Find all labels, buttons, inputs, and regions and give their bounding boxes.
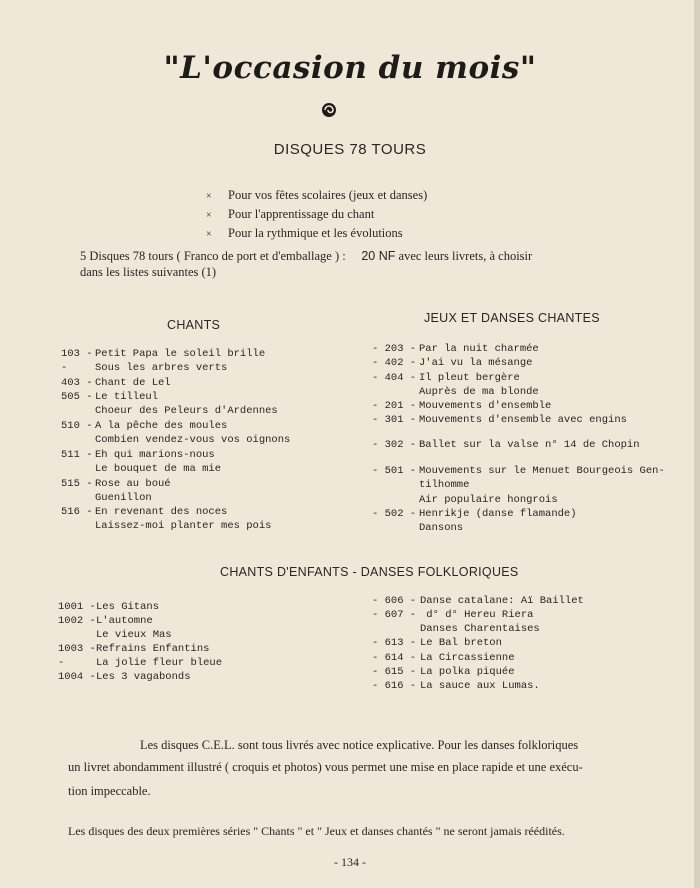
disc-title: Ballet sur la valse n° 14 de Chopin [419,439,640,451]
disc-title: La Circassienne [420,652,515,664]
bullet-mark-icon: × [206,191,212,202]
section-subtitle: DISQUES 78 TOURS [273,141,427,158]
disc-number: - 616 - [372,680,417,692]
disc-title: Par la nuit charmée [419,343,539,355]
list-item [61,463,221,475]
list-item [61,377,171,389]
disc-number: - 404 - [372,372,417,384]
list-item [372,439,640,451]
disc-number: - [61,362,68,374]
list-item [372,386,539,398]
disc-number: - 402 - [372,357,417,369]
disc-title: Auprès de ma blonde [419,386,539,398]
list-item [58,657,222,669]
list-item [372,508,577,520]
disc-number: - 201 - [372,400,417,412]
bullet-item: × Pour l'apprentissage du chant [206,205,427,224]
list-item [372,637,502,649]
list-item [372,522,463,534]
disc-title: Danses Charentaises [420,623,540,635]
disc-title: Le tilleul [95,391,159,403]
swirl-ornament-icon [320,101,338,119]
disc-title: Les 3 vagabonds [96,671,191,683]
disc-number: - 502 - [372,508,417,520]
disc-number: 1001 - [58,601,96,613]
disc-title: Mouvements sur le Menuet Bourgeois Gen- [419,465,665,477]
disc-number: - [58,657,65,669]
page-title: "L'occasion du mois" [163,50,537,86]
intro-paragraph: 5 Disques 78 tours ( Franco de port et d'emballage ) : 20 NF avec leurs livrets, à choisir dans les listes suivantes (1) [80,249,533,279]
footer-note: Les disques des deux premières séries " Chants " et " Jeux et danses chantés " ne seront jamais réédités. [68,824,565,838]
disc-number: 505 - [61,391,93,403]
list-item [372,595,584,607]
disc-title: Combien vendez-vous vos oignons [95,434,291,446]
disc-title: Choeur des Peleurs d'Ardennes [95,405,278,417]
disc-number: - 501 - [372,465,417,477]
list-item [372,494,558,506]
bullet-mark-icon: × [206,229,212,240]
disc-number: 1002 - [58,615,96,627]
disc-number: 1004 - [58,671,96,683]
disc-title: Sous les arbres verts [95,362,228,374]
disc-number: 403 - [61,377,93,389]
disc-number: - 203 - [372,343,417,355]
disc-number: 515 - [61,478,93,490]
list-item [372,414,627,426]
list-item [372,623,540,635]
list-item [58,615,153,627]
list-item [58,629,172,641]
disc-title: Refrains Enfantins [96,643,210,655]
list-item [61,434,290,446]
disc-title: tilhomme [419,479,470,491]
disc-title: La jolie fleur bleue [96,657,223,669]
disc-title: J'ai vu la mésange [419,357,533,369]
bullet-list [206,186,427,243]
disc-number: 103 - [61,348,93,360]
list-item [61,506,227,518]
list-item [58,671,191,683]
disc-title: Air populaire hongrois [419,494,558,506]
bullet-item: × Pour la rythmique et les évolutions [206,224,427,243]
disc-title: Le bouquet de ma mie [95,463,222,475]
disc-number: - 301 - [372,414,417,426]
heading-jeux: JEUX ET DANSES CHANTES [424,311,600,325]
list-item [58,643,209,655]
list-item [61,420,227,432]
disc-title: Guenillon [95,492,152,504]
disc-title: Le Bal breton [420,637,502,649]
disc-title: Rose au boué [95,478,171,490]
disc-title: d° d° Hereu Riera [420,609,534,621]
notice-line: Les disques C.E.L. sont tous livrés avec notice explicative. Pour les danses folkloriques [140,738,579,752]
disc-title: Chant de Lel [95,377,171,389]
heading-chants: CHANTS [167,318,221,332]
list-item [372,357,532,369]
list-item [61,520,271,532]
page-number: - 134 - [334,855,366,869]
disc-title: Les Gitans [96,601,160,613]
disc-title: Mouvements d'ensemble avec engins [419,414,627,426]
list-item [372,479,469,491]
disc-title: Le vieux Mas [96,629,172,641]
list-item [372,680,540,692]
list-item [61,478,171,490]
list-item [61,348,265,360]
disc-title: Laissez-moi planter mes pois [95,520,272,532]
disc-title: Dansons [419,522,464,534]
notice-line: un livret abondamment illustré ( croquis et photos) vous permet une mise en place rapide et une exécu- [68,760,583,774]
disc-number: 1003 - [58,643,96,655]
list-item [61,391,158,403]
disc-title: A la pêche des moules [95,420,228,432]
list-item [372,343,539,355]
disc-number: 516 - [61,506,93,518]
disc-title: Petit Papa le soleil brille [95,348,266,360]
notice-line: tion impeccable. [68,784,151,798]
disc-number: - 614 - [372,652,417,664]
disc-title: L'automne [96,615,153,627]
disc-title: Danse catalane: Aï Baillet [420,595,584,607]
list-item [372,609,533,621]
disc-title: Mouvements d'ensemble [419,400,552,412]
price: 20 NF [361,249,396,263]
disc-title: Il pleut bergère [419,372,520,384]
disc-number: - 302 - [372,439,417,451]
disc-title: La sauce aux Lumas. [420,680,540,692]
disc-title: Eh qui marions-nous [95,449,215,461]
list-item [372,652,515,664]
heading-enfants-folklo: CHANTS D'ENFANTS - DANSES FOLKLORIQUES [220,565,519,579]
disc-number: 511 - [61,449,93,461]
list-item [372,372,520,384]
disc-title: En revenant des noces [95,506,228,518]
disc-number: - 615 - [372,666,417,678]
disc-title: Henrikje (danse flamande) [419,508,577,520]
bullet-item: × Pour vos fêtes scolaires (jeux et danses) [206,186,427,205]
disc-number: - 606 - [372,595,417,607]
list-item [372,666,515,678]
list-item [58,601,159,613]
disc-title: La polka piquée [420,666,515,678]
disc-number: - 613 - [372,637,417,649]
disc-number: 510 - [61,420,93,432]
list-item [372,400,551,412]
list-item [61,449,215,461]
disc-number: - 607 - [372,609,417,621]
bullet-mark-icon: × [206,210,212,221]
list-item [61,492,152,504]
list-item [372,465,665,477]
page-edge-shadow [694,0,700,888]
list-item [61,405,278,417]
list-item [61,362,227,374]
